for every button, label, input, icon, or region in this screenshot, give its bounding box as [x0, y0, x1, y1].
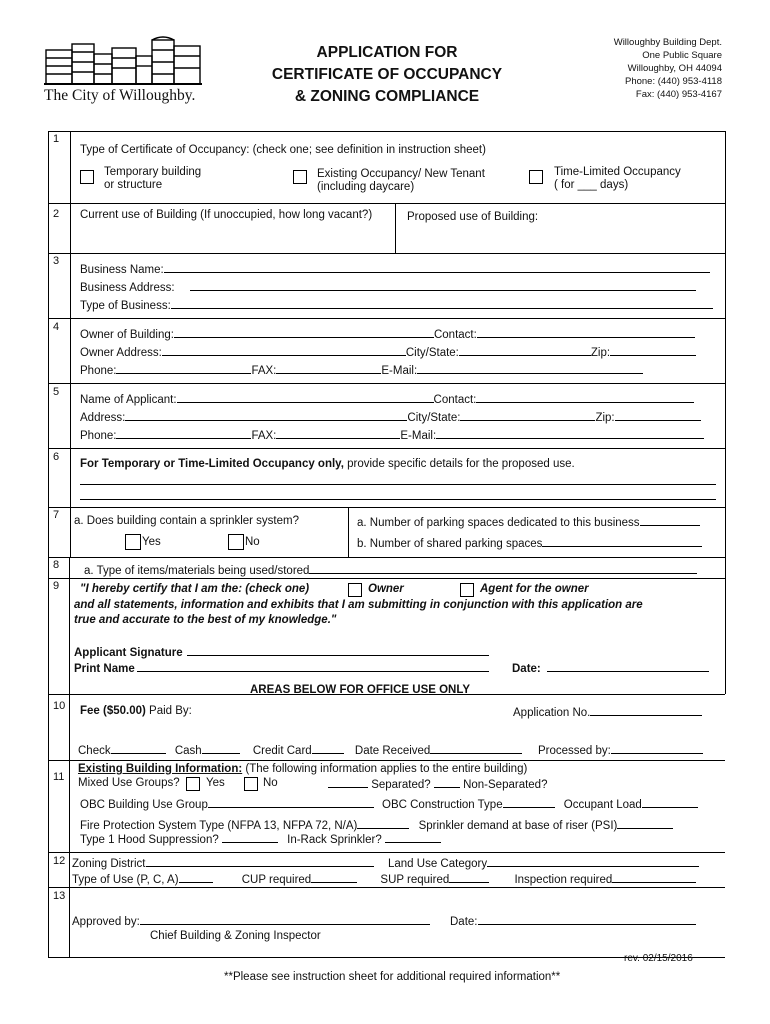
row-divider	[48, 383, 725, 384]
sprinkler-yes-label: Yes	[142, 536, 161, 548]
certify-line-3: true and accurate to the best of my knowledge."	[74, 614, 337, 626]
mixed-use-label: Mixed Use Groups?	[78, 777, 180, 789]
temporary-details-prompt: For Temporary or Time-Limited Occupancy only, provide specific details for the proposed use.	[80, 458, 575, 470]
row-divider	[48, 760, 725, 761]
form-border-left	[48, 131, 49, 957]
fire-protection-field[interactable]: Fire Protection System Type (NFPA 13, NFPA 72, N/A) Sprinkler demand at base of riser (PSI)	[80, 818, 673, 832]
row-divider	[48, 557, 725, 558]
section-number: 13	[53, 890, 66, 902]
owner-checkbox[interactable]	[348, 583, 362, 597]
certify-statement: "I hereby certify that I am the: (check one)	[80, 583, 310, 595]
footer-note: **Please see instruction sheet for additional required information**	[224, 971, 561, 983]
section-number: 8	[53, 559, 60, 571]
land-use-field[interactable]: Land Use Category	[388, 856, 699, 870]
details-line[interactable]	[80, 484, 716, 485]
sprinkler-no-checkbox[interactable]	[228, 534, 244, 550]
section-number: 3	[53, 255, 60, 267]
department-address: Willoughby Building Dept. One Public Square Willoughby, OH 44094 Phone: (440) 953-4118 Fax: (440) 953-4167	[613, 37, 722, 100]
row-7-divider	[348, 507, 349, 557]
processed-by-field[interactable]: Processed by:	[538, 743, 703, 757]
separated-field[interactable]: Separated? Non-Separated?	[328, 777, 547, 791]
form-title: APPLICATION FOR CERTIFICATE OF OCCUPANCY & ZONING COMPLIANCE	[271, 44, 503, 105]
mixed-use-yes-checkbox[interactable]	[186, 777, 200, 791]
payment-method-row[interactable]: Check Cash Credit Card Date Received	[78, 743, 522, 757]
temporary-building-checkbox[interactable]	[80, 170, 94, 184]
section-number: 2	[53, 208, 60, 220]
approved-by-field[interactable]: Approved by:	[72, 914, 430, 928]
agent-checkbox[interactable]	[460, 583, 474, 597]
office-use-heading: AREAS BELOW FOR OFFICE USE ONLY	[250, 684, 471, 696]
time-limited-checkbox[interactable]	[529, 170, 543, 184]
proposed-use-label: Proposed use of Building:	[407, 211, 539, 223]
row-divider	[48, 887, 725, 888]
mixed-use-no-label: No	[263, 777, 278, 789]
sprinkler-yes-checkbox[interactable]	[125, 534, 141, 550]
section-number: 12	[53, 855, 66, 867]
owner-row-1[interactable]: Owner of Building: Contact:	[80, 327, 695, 341]
section-number: 9	[53, 580, 60, 592]
applicant-row-1[interactable]: Name of Applicant: Contact:	[80, 392, 694, 406]
form-border-right	[725, 131, 726, 694]
type-of-use-row[interactable]: Type of Use (P, C, A) CUP required SUP required Inspection required	[72, 872, 696, 886]
obc-construction-field[interactable]: OBC Construction Type Occupant Load	[382, 797, 698, 811]
row-2-divider	[395, 203, 396, 253]
time-limited-label: Time-Limited Occupancy ( for ___ days)	[554, 166, 681, 191]
owner-label: Owner	[368, 583, 404, 595]
signature-date-field[interactable]: Date:	[512, 661, 709, 675]
inspector-title: Chief Building & Zoning Inspector	[150, 930, 321, 942]
fee-label: Fee ($50.00) Paid By:	[80, 705, 192, 717]
row-divider	[48, 578, 725, 579]
row-divider	[48, 203, 725, 204]
certify-line-2: and all statements, information and exhibits that I am submitting in conjunction with this application are	[74, 599, 643, 611]
business-type-field[interactable]: Type of Business:	[80, 298, 713, 312]
row-divider	[48, 318, 725, 319]
parking-shared-field[interactable]: b. Number of shared parking spaces	[357, 536, 702, 550]
section-number: 7	[53, 509, 60, 521]
sprinkler-question: a. Does building contain a sprinkler system?	[74, 515, 300, 527]
row-divider	[48, 507, 725, 508]
applicant-row-2[interactable]: Address: City/State: Zip:	[80, 410, 701, 424]
application-number-field[interactable]: Application No.	[513, 705, 702, 719]
parking-dedicated-field[interactable]: a. Number of parking spaces dedicated to this business	[357, 515, 700, 529]
city-name: The City of Willoughby.	[44, 87, 196, 104]
hood-suppression-field[interactable]: Type 1 Hood Suppression? In-Rack Sprinkler?	[80, 832, 441, 846]
occupancy-type-prompt: Type of Certificate of Occupancy: (check one; see definition in instruction sheet)	[80, 144, 486, 156]
existing-occupancy-checkbox[interactable]	[293, 170, 307, 184]
number-column-divider	[69, 557, 70, 957]
details-line[interactable]	[80, 499, 716, 500]
owner-row-2[interactable]: Owner Address: City/State: Zip:	[80, 345, 696, 359]
form-border-top	[48, 131, 725, 132]
section-number: 1	[53, 133, 60, 145]
mixed-use-yes-label: Yes	[206, 777, 225, 789]
zoning-district-field[interactable]: Zoning District	[72, 856, 374, 870]
revision-date: rev. 02/15/2016	[624, 953, 693, 964]
section-number: 10	[53, 700, 66, 712]
section-number: 6	[53, 451, 60, 463]
business-address-field[interactable]: Business Address:	[80, 280, 696, 294]
business-name-field[interactable]: Business Name:	[80, 262, 710, 276]
section-number: 5	[53, 386, 60, 398]
temporary-building-label: Temporary building or structure	[104, 166, 202, 191]
city-skyline-icon	[44, 36, 204, 86]
row-divider	[48, 448, 725, 449]
approval-date-field[interactable]: Date:	[450, 914, 696, 928]
number-column-divider	[70, 131, 71, 557]
obc-use-field[interactable]: OBC Building Use Group	[80, 797, 374, 811]
existing-occupancy-label: Existing Occupancy/ New Tenant (including daycare)	[317, 168, 485, 193]
current-use-label: Current use of Building (If unoccupied, how long vacant?)	[80, 209, 373, 221]
existing-building-heading: Existing Building Information: (The following information applies to the entire building)	[78, 763, 528, 775]
sprinkler-no-label: No	[245, 536, 260, 548]
print-name-field[interactable]: Print Name	[74, 661, 489, 675]
items-stored-field[interactable]: a. Type of items/materials being used/stored	[84, 563, 697, 577]
applicant-signature-field[interactable]: Applicant Signature	[74, 645, 489, 659]
row-divider	[48, 852, 725, 853]
owner-row-3[interactable]: Phone: FAX: E-Mail:	[80, 363, 643, 377]
row-divider	[48, 253, 725, 254]
section-number: 4	[53, 321, 60, 333]
mixed-use-no-checkbox[interactable]	[244, 777, 258, 791]
section-number: 11	[53, 771, 65, 783]
agent-label: Agent for the owner	[480, 583, 589, 595]
applicant-row-3[interactable]: Phone: FAX: E-Mail:	[80, 428, 704, 442]
